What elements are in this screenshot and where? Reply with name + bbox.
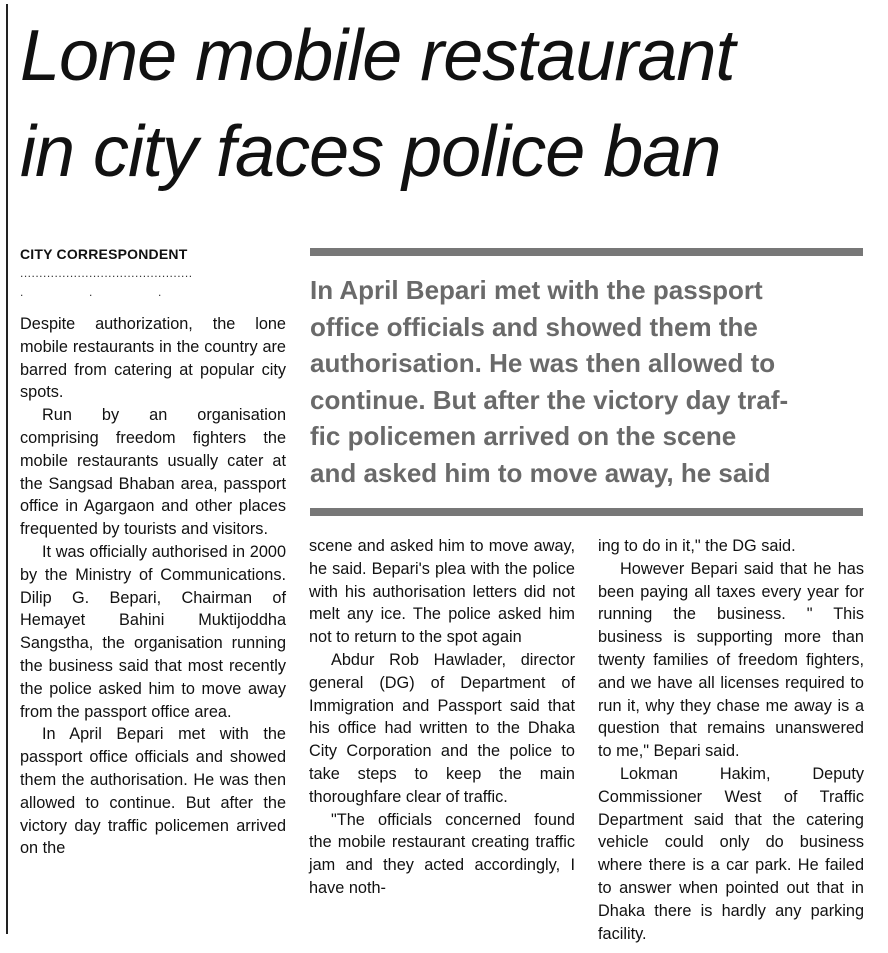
pullquote-line: and asked him to move away, he said xyxy=(310,457,771,488)
separator-dots-row-2: . . . xyxy=(20,285,162,299)
paragraph: Despite authorization, the lone mobile restaurants in the country are barred from catering at popular city spots. xyxy=(20,315,286,402)
paragraph: ing to do in it," the DG said. xyxy=(598,537,796,555)
article-column-1 xyxy=(20,313,286,860)
headline-line-1: Lone mobile restaurant xyxy=(20,16,735,96)
paragraph: It was officially authorised in 2000 by the Ministry of Communications. Dilip G. Bepari, Chairman of Hemayet Bahini Muktijoddha Sangstha, the organisation running the business said that most recently the police asked him to move away from the passport office area. xyxy=(20,542,286,721)
byline-separator xyxy=(20,267,285,307)
paragraph: In April Bepari met with the passport office officials and showed them the authorisation. He was then allowed to continue. But after the victory day traffic policemen arrived on the xyxy=(20,725,286,858)
paragraph: scene and asked him to move away, he said. Bepari's plea with the police with his authorisation letters did not melt any ice. The police asked him not to return to the spot again xyxy=(309,537,575,647)
pullquote-top-rule xyxy=(310,248,863,256)
article-column-3 xyxy=(598,535,864,945)
pullquote xyxy=(310,272,870,492)
pullquote-line: office officials and showed them the xyxy=(310,311,758,342)
byline: CITY CORRESPONDENT xyxy=(20,246,188,262)
pullquote-line: In April Bepari met with the passport xyxy=(310,275,763,305)
paragraph: Abdur Rob Hawlader, director general (DG) of Department of Immigration and Passport said that his office had written to the Dhaka City Corporation and the police to take steps to keep the main thoroughfare clear of traffic. xyxy=(309,650,575,806)
paragraph: Run by an organisation comprising freedom fighters the mobile restaurants usually cater at the Sangsad Bhaban area, passport office in Agargaon and other places frequented by tourists and visitors. xyxy=(20,406,286,539)
paragraph: However Bepari said that he has been paying all taxes every year for running the business. " This business is supporting more than twenty families of freedom fighters, and we have all licenses required to run it, why they chase me away is a question that remains unanswered to me," Bepari said. xyxy=(598,559,864,761)
pullquote-bottom-rule xyxy=(310,508,863,516)
paragraph: "The officials concerned found the mobile restaurant creating traffic jam and they acted accordingly, I have noth- xyxy=(309,810,575,897)
article-column-2 xyxy=(309,535,575,900)
headline-line-2: in city faces police ban xyxy=(20,112,721,192)
pullquote-line: authorisation. He was then allowed to xyxy=(310,348,776,379)
separator-dots-row-1: ............................................. xyxy=(20,267,193,280)
pullquote-line: continue. But after the victory day traf- xyxy=(310,384,789,415)
pullquote-line: fic policemen arrived on the scene xyxy=(310,421,737,452)
left-column-rule xyxy=(6,4,8,934)
paragraph: Lokman Hakim, Deputy Commissioner West of Traffic Department said that the catering vehicle could only do business where there is a car park. He failed to answer when pointed out that in Dhaka there is hardly any parking facility. xyxy=(598,764,864,943)
headline xyxy=(20,8,886,200)
